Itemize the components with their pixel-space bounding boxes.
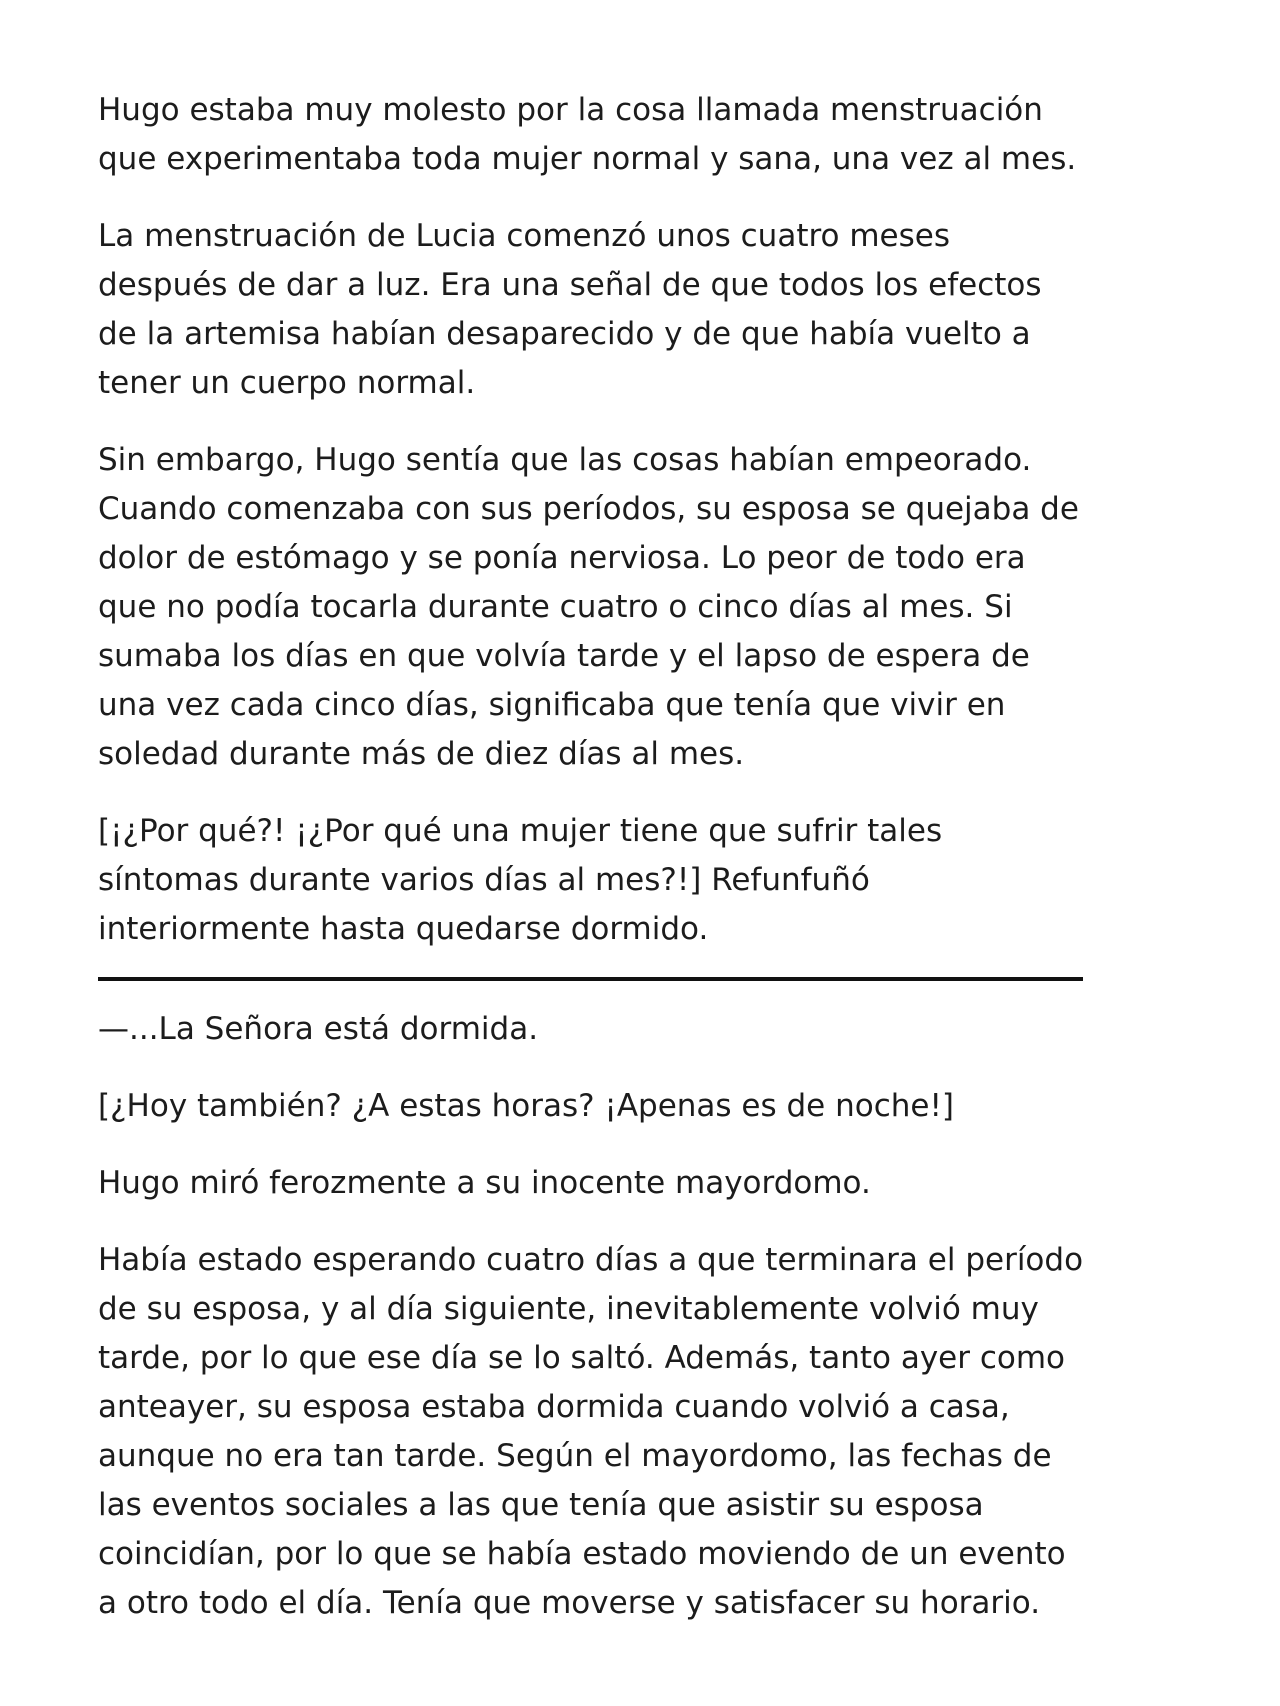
paragraph-hugo-glare: Hugo miró ferozmente a su inocente mayordomo. [98,1165,871,1201]
paragraph-lucia-period: La menstruación de Lucia comenzó unos cuatro meses después de dar a luz. Era una señal de que todos los efectos de la artemisa habían desaparecido y de que había vuelto a tener un cuerpo normal. [98,218,1042,401]
paragraph-menstruation-intro: Hugo estaba muy molesto por la cosa llamada menstruación que experimentaba toda mujer normal y sana, una vez al mes. [98,92,1077,177]
paragraph-hugo-grumble: [¡¿Por qué?! ¡¿Por qué una mujer tiene que sufrir tales síntomas durante varios días al mes?!] Refunfuñó interiormente hasta quedarse dormido. [98,813,943,947]
paragraph-hugo-thought: [¿Hoy también? ¿A estas horas? ¡Apenas es de noche!] [98,1088,955,1124]
document-page [98,86,1088,1656]
paragraph-waiting-days: Había estado esperando cuatro días a que terminara el período de su esposa, y al día siguiente, inevitablemente volvió muy tarde, por lo que ese día se lo saltó. Además, tanto ayer como anteayer, su esposa estaba dormida cuando volvió a casa, aunque no era tan tarde. Según el mayordomo, las fechas de las eventos sociales a las que tenía que asistir su esposa coincidían, por lo que se había estado moviendo de un evento a otro todo el día. Tenía que moverse y satisfacer su horario. [98,1242,1084,1621]
paragraph-hugo-worse: Sin embargo, Hugo sentía que las cosas habían empeorado. Cuando comenzaba con sus períodos, su esposa se quejaba de dolor de estómago y se ponía nerviosa. Lo peor de todo era que no podía tocarla durante cuatro o cinco días al mes. Si sumaba los días en que volvía tarde y el lapso de espera de una vez cada cinco días, significaba que tenía que vivir en soledad durante más de diez días al mes. [98,442,1079,772]
section-divider [98,977,1083,981]
paragraph-lady-asleep: —...La Señora está dormida. [98,1011,539,1047]
